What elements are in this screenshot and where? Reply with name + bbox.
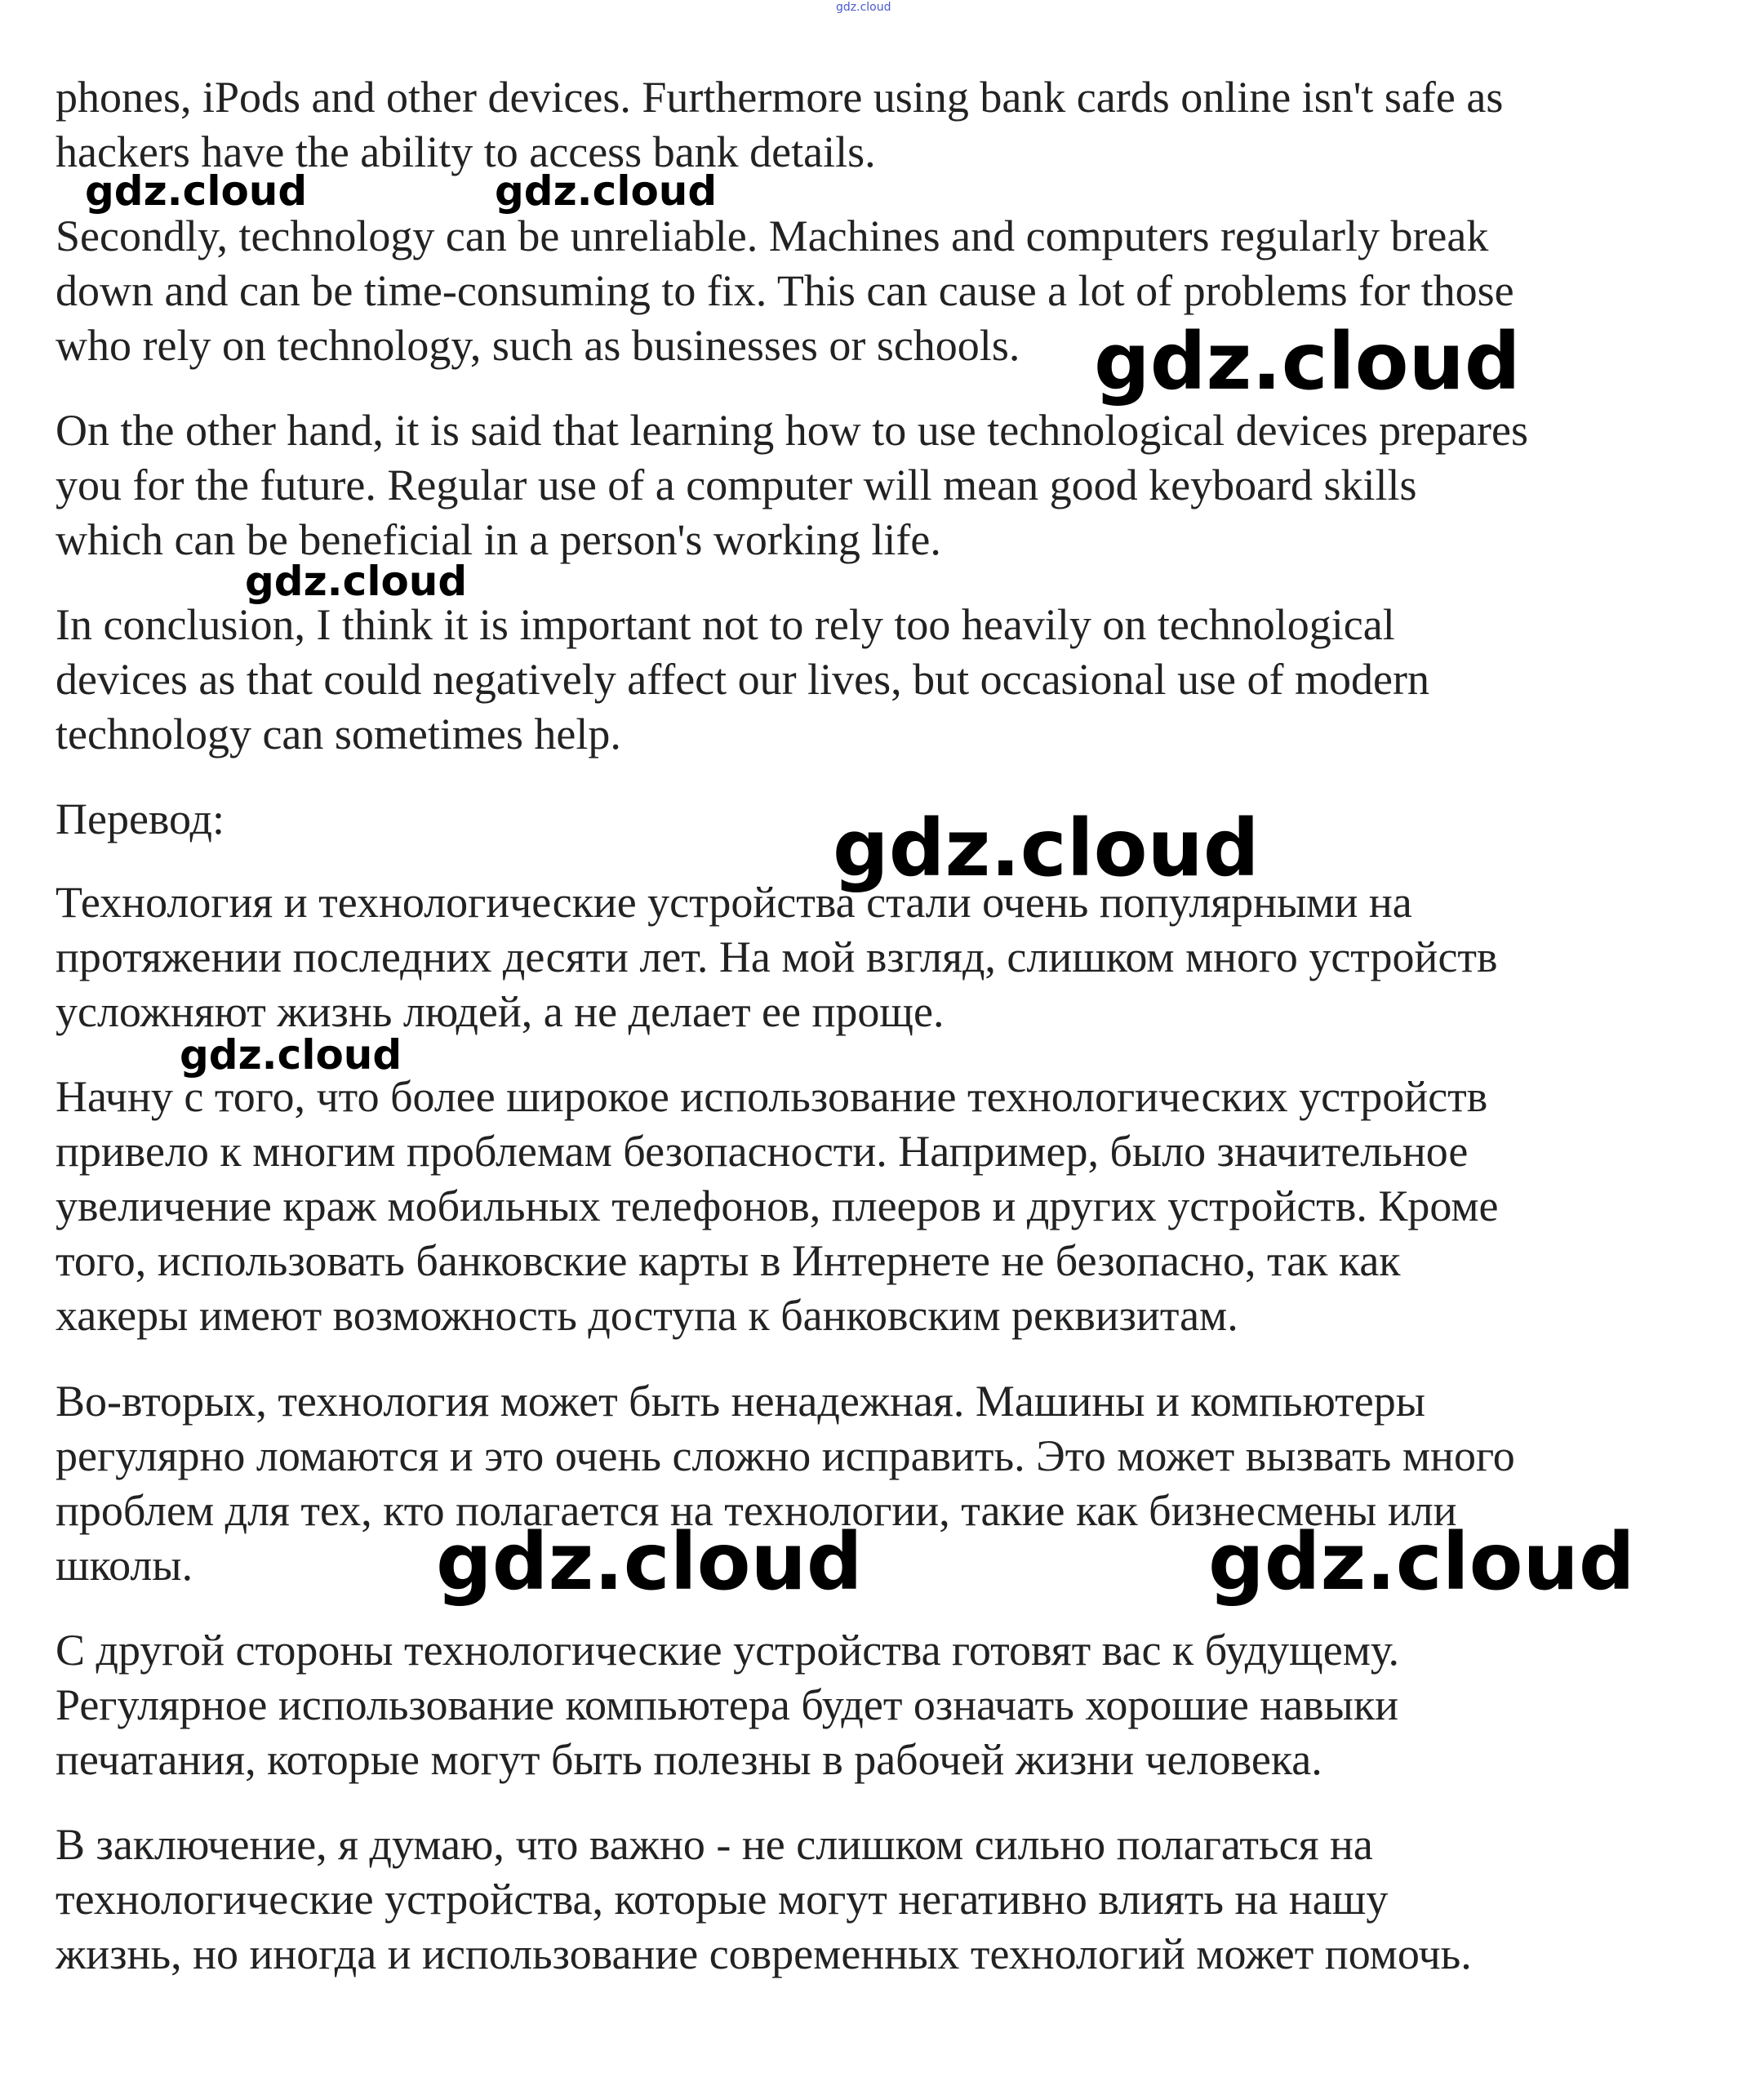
text-line: Технология и технологические устройства стали очень популярными на [56, 878, 1412, 927]
watermark: gdz.cloud [245, 558, 468, 605]
text-line: привело к многим проблемам безопасности. Например, было значительное [56, 1127, 1469, 1176]
text-line: увеличение краж мобильных телефонов, плееров и других устройств. Кроме [56, 1181, 1499, 1230]
text-line: проблем для тех, кто полагается на технологии, такие как бизнесмены или [56, 1486, 1457, 1535]
text-line: жизнь, но иногда и использование современных технологий может помочь. [56, 1929, 1472, 1978]
watermark: gdz.cloud [180, 1031, 402, 1079]
text-line: Перевод: [56, 794, 224, 843]
text-line: того, использовать банковские карты в Интернете не безопасно, так как [56, 1236, 1401, 1285]
watermark: gdz.cloud [85, 167, 308, 215]
paragraph-en-other-hand [56, 403, 1688, 567]
paragraph-ru-conclusion [56, 1817, 1688, 1982]
text-line: phones, iPods and other devices. Furthermore using bank cards online isn't safe as [56, 73, 1504, 122]
text-line: you for the future. Regular use of a computer will mean good keyboard skills [56, 460, 1417, 509]
watermark: gdz.cloud [1208, 1516, 1635, 1608]
watermark: gdz.cloud [495, 167, 718, 215]
text-line: down and can be time-consuming to fix. This can cause a lot of problems for those [56, 266, 1514, 315]
text-line: which can be beneficial in a person's working life. [56, 515, 941, 564]
watermark: gdz.cloud [833, 803, 1260, 894]
paragraph-ru-intro [56, 875, 1688, 1039]
text-line: Во-вторых, технология может быть ненадежная. Машины и компьютеры [56, 1377, 1426, 1426]
paragraph-ru-other-hand [56, 1623, 1688, 1787]
text-line: печатания, которые могут быть полезны в рабочей жизни человека. [56, 1735, 1322, 1784]
text-line: хакеры имеют возможность доступа к банковским реквизитам. [56, 1291, 1238, 1340]
text-line: Secondly, technology can be unreliable. Machines and computers regularly break [56, 211, 1489, 260]
text-line: технологические устройства, которые могут негативно влиять на нашу [56, 1875, 1389, 1924]
paragraph-ru-security [56, 1070, 1688, 1343]
text-line: школы. [56, 1541, 193, 1590]
text-line: In conclusion, I think it is important not to rely too heavily on technological [56, 600, 1395, 649]
text-line: Регулярное использование компьютера будет означать хорошие навыки [56, 1680, 1399, 1729]
text-line: On the other hand, it is said that learning how to use technological devices prepares [56, 406, 1528, 455]
watermark: gdz.cloud [1094, 316, 1521, 407]
text-line: devices as that could negatively affect our lives, but occasional use of modern [56, 655, 1429, 704]
text-line: протяжении последних десяти лет. На мой взгляд, слишком много устройств [56, 932, 1498, 981]
paragraph-en-conclusion [56, 598, 1688, 762]
text-line: hackers have the ability to access bank details. [56, 127, 876, 176]
watermark: gdz.cloud [436, 1516, 863, 1608]
paragraph-en-theft [56, 70, 1688, 180]
text-line: who rely on technology, such as businesses or schools. [56, 321, 1020, 370]
text-line: technology can sometimes help. [56, 710, 621, 759]
text-line: усложняют жизнь людей, а не делает ее проще. [56, 987, 945, 1036]
header-site-mark: gdz.cloud [836, 1, 891, 14]
text-line: В заключение, я думаю, что важно - не слишком сильно полагаться на [56, 1820, 1373, 1869]
text-line: Начну с того, что более широкое использование технологических устройств [56, 1072, 1488, 1121]
text-line: С другой стороны технологические устройства готовят вас к будущему. [56, 1626, 1399, 1675]
text-line: регулярно ломаются и это очень сложно исправить. Это может вызвать много [56, 1431, 1515, 1480]
